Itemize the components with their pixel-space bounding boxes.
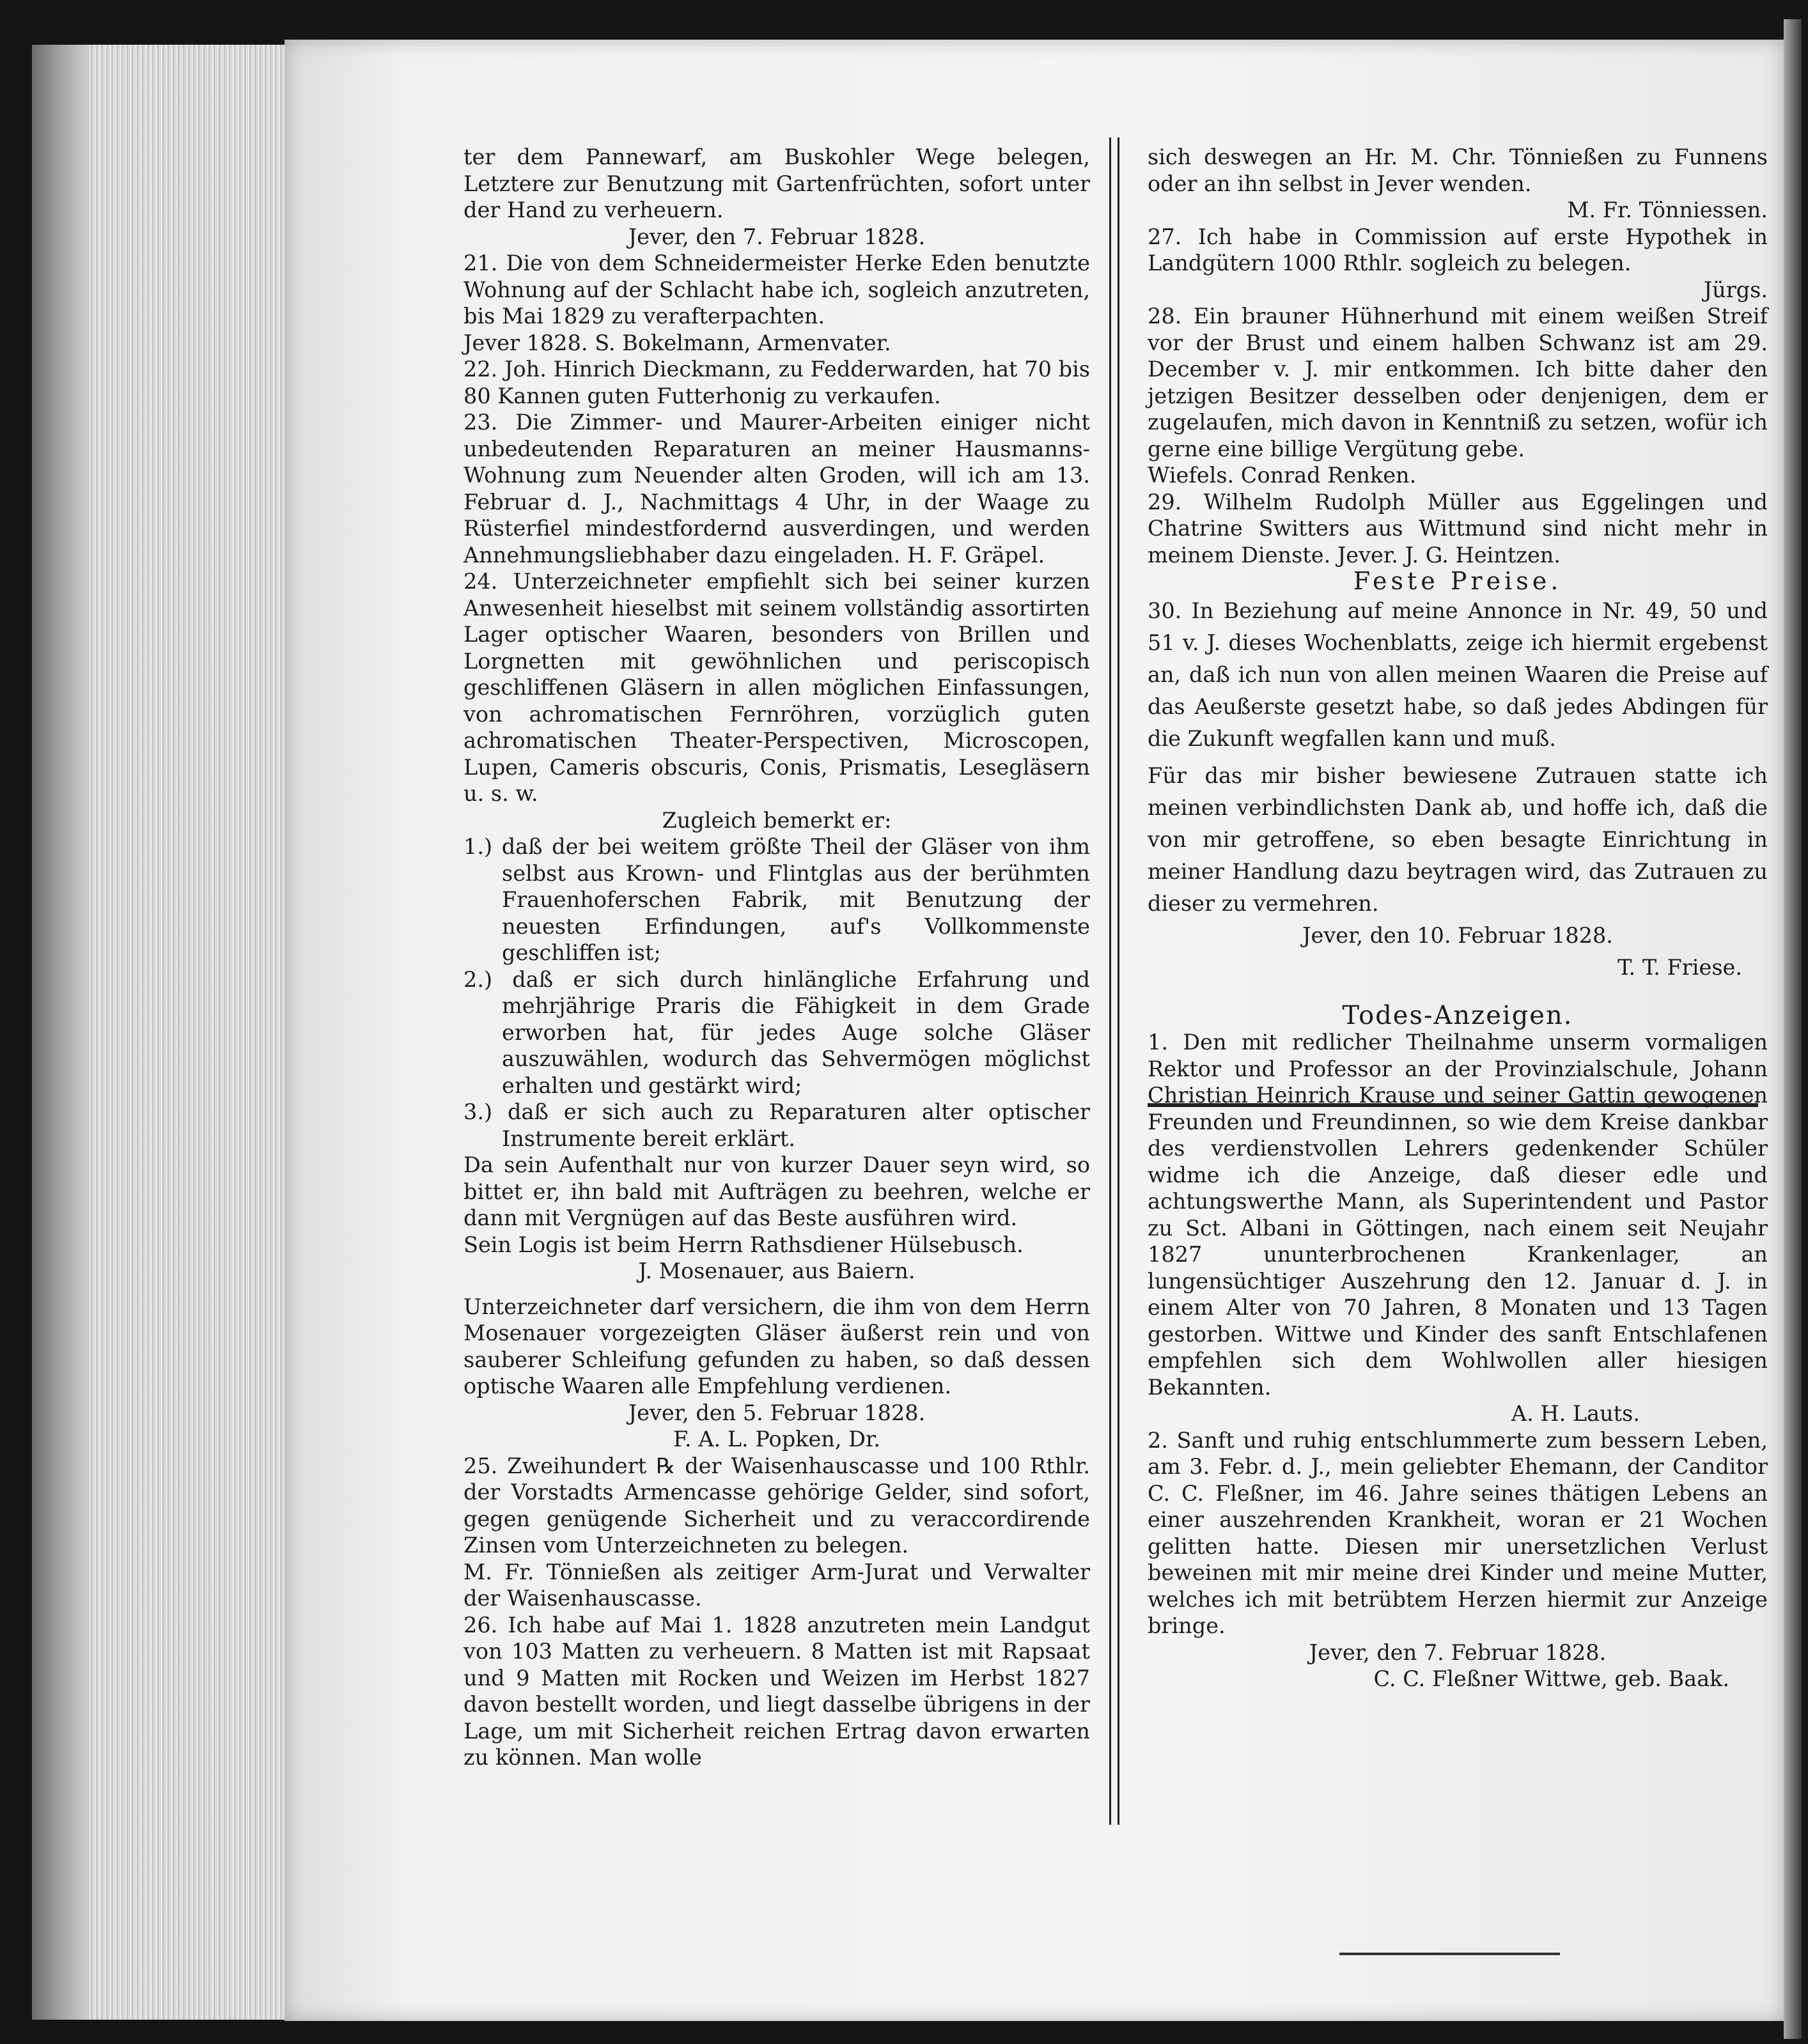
notice-27: 27. Ich habe in Commission auf erste Hypothek in Landgütern 1000 Rthlr. sogleich zu belegen. [1148,224,1768,275]
signature: J. Mosenauer, aus Baiern. [638,1258,916,1283]
notice-24-item-2: 2.) daß er sich durch hinlängliche Erfahrung und mehrjährige Praris die Fähigkeit in dem Grade erworben hat, für jedes Auge solche Gläser auszuwählen, wodurch das Sehvermögen möglichst erhalten und gestärkt wird; [464,966,1090,1098]
book-right-edge [1784,19,1802,2039]
signature: M. Fr. Tönnießen als zeitiger Arm-Jurat und Verwalter der Waisenhauscasse. [464,1559,1090,1611]
signature: Jever 1828. S. Bokelmann, Armenvater. [464,330,891,355]
notice-25: 25. Zweihundert ℞ der Waisenhauscasse und 100 Rthlr. der Vorstadts Armencasse gehörige Gelder, sind sofort, gegen genügende Sicherheit und zu veraccordirende Zinsen vom Unterzeichneten zu belegen. [464,1453,1090,1558]
dateline: Jever, den 5. Februar 1828. [628,1400,926,1425]
death-notice-2: 2. Sanft und ruhig entschlummerte zum bessern Leben, am 3. Febr. d. J., mein geliebter Ehemann, der Canditor C. C. Fleßner, im 46. Jahre seines thätigen Lebens an einer auszehrenden Krankheit, woran er 21 Wochen gelitten hatte. Diesen mir unersetzlichen Verlust beweinen mit mir meine drei Kinder und meine Mutter, welches ich mit betrübtem Herzen hiermit zur Anzeige bringe. [1148,1427,1768,1638]
signature: A. H. Lauts. [1511,1401,1640,1426]
death-notice-1: 1. Den mit redlicher Theilnahme unserm vormaligen Rektor und Professor an der Provinzialschule, Johann Christian Heinrich Krause und seiner Gattin gewogenen Freunden und Freundinnen, so wie dem Kreise dankbar des verdienstvollen Lehrers gedenkender Schüler widme ich die Anzeige, daß dieser edle und achtungswerthe Mann, als Superintendent und Pastor zu Sct. Albani in Göttingen, nach einem seit Neujahr 1827 ununterbrochenen Krankenlager, an lungensüchtiger Auszehrung den 12. Januar d. J. in einem Alter von 70 Jahren, 8 Monaten und 13 Tagen gestorben. Wittwe und Kinder des sanft Entschlafenen empfehlen sich dem Wohlwollen aller hiesigen Bekannten. [1148,1030,1768,1400]
signature: T. T. Friese. [1617,954,1742,980]
notice-24-lodging: Sein Logis ist beim Herrn Rathsdiener Hülsebusch. [464,1232,1024,1257]
notice-24-item-3: 3.) daß er sich auch zu Reparaturen alter optischer Instrumente bereit erklärt. [464,1099,1090,1151]
notice-24-item-1: 1.) daß der bei weitem größte Theil der Gläser von ihm selbst aus Krown- und Flintglas aus der berühmten Frauenhoferschen Fabrik, mit Benutzung der neuesten Erfindungen, auf's Vollkommenste geschliffen ist; [464,834,1090,965]
dateline: Jever, den 10. Februar 1828. [1302,922,1613,948]
left-column [464,144,1090,1771]
section-heading-death-notices: Todes-Anzeigen. [1342,1000,1573,1030]
dateline: Jever, den 7. Februar 1828. [1309,1639,1607,1665]
notice-30-thanks: Für das mir bisher bewiesene Zutrauen statte ich meinen verbindlichsten Dank ab, und hoffe ich, daß die von mir getroffene, so eben besagte Einrichtung in meiner Handlung dazu beytragen wird, das Zutrauen zu dieser zu vermehren. [1148,763,1768,916]
right-column [1148,144,1768,1692]
notice-23: 23. Die Zimmer- und Maurer-Arbeiten einiger nicht unbedeutenden Reparaturen an meiner Hausmanns-Wohnung zum Neuender alten Groden, will ich am 13. Februar d. J., Nachmittags 4 Uhr, in der Waage zu Rüsterfiel mindestfordernd ausverdingen, und werden Annehmungsliebhaber dazu eingeladen. H. F. Gräpel. [464,410,1090,568]
signature: F. A. L. Popken, Dr. [673,1427,880,1452]
notice-24: 24. Unterzeichneter empfiehlt sich bei seiner kurzen Anwesenheit hieselbst mit seinem vollständig assortirten Lager optischer Waaren, besonders von Brillen und Lorgnetten mit gewöhnlichen und periscopisch geschliffenen Gläsern in allen möglichen Einfassungen, von achromatischen Fernröhren, vorzüglich guten achromatischen Theater-Perspectiven, Microscopen, Lupen, Cameris obscuris, Conis, Prismatis, Lesegläsern u. s. w. [464,569,1090,806]
notice-29: 29. Wilhelm Rudolph Müller aus Eggelingen und Chatrine Switters aus Wittmund sind nicht mehr in meinem Dienste. Jever. J. G. Heintzen. [1148,489,1768,568]
notice-24-intro: Zugleich bemerkt er: [662,807,892,833]
closing-rule [1339,1953,1560,1955]
notice-22: 22. Joh. Hinrich Dieckmann, zu Fedderwarden, hat 70 bis 80 Kannen guten Futterhonig zu verkaufen. [464,357,1090,408]
signature: Wiefels. Conrad Renken. [1148,463,1417,488]
notice-21: 21. Die von dem Schneidermeister Herke Eden benutzte Wohnung auf der Schlacht habe ich, sogleich anzutreten, bis Mai 1829 zu verafterpachten. [464,251,1090,329]
notice-28: 28. Ein brauner Hühnerhund mit einem weißen Streif vor der Brust und einem halben Schwanz ist am 29. December v. J. mir entkommen. Ich bitte daher den jetzigen Besitzer desselben oder denjenigen, dem er zugelaufen, mich davon in Kenntniß zu setzen, wofür ich gerne eine billige Vergütung gebe. [1148,304,1768,461]
notice-30: 30. In Beziehung auf meine Annonce in Nr. 49, 50 und 51 v. J. dieses Wochenblatts, zeige ich hiermit ergebenst an, daß ich nun von allen meinen Waaren die Preise auf das Aeußerste gesetzt habe, so daß jedes Abdingen für die Zukunft wegfallen kann und muß. [1148,598,1768,751]
paragraph: ter dem Pannewarf, am Buskohler Wege belegen, Letztere zur Benutzung mit Gartenfrüchten, sofort unter der Hand zu verheuern. [464,144,1090,222]
notice-26: 26. Ich habe auf Mai 1. 1828 anzutreten mein Landgut von 103 Matten zu verheuern. 8 Matten ist mit Rapsaat und 9 Matten mit Rocken und Weizen im Herbst 1827 davon bestellt worden, und liegt dasselbe übrigens in der Lage, um mit Sicherheit reichen Ertrag davon erwarten zu können. Man wolle [464,1612,1090,1770]
signature: M. Fr. Tönniessen. [1567,197,1768,222]
book-page-edges [32,45,294,2020]
column-divider [1109,137,1119,1825]
notice-24-endorsement: Unterzeichneter darf versichern, die ihm von dem Herrn Mosenauer vorgezeigten Gläser äußerst rein und von sauberer Schleifung gefunden zu haben, so daß dessen optische Waaren alle Empfehlung verdienen. [464,1294,1090,1398]
section-heading-fixed-prices: Feste Preise. [1353,567,1563,595]
notice-24-body: Da sein Aufenthalt nur von kurzer Dauer seyn wird, so bittet er, ihn bald mit Aufträgen zu beehren, welche er dann mit Vergnügen auf das Beste ausführen wird. [464,1152,1090,1230]
signature: C. C. Fleßner Wittwe, geb. Baak. [1373,1666,1729,1691]
dateline: Jever, den 7. Februar 1828. [628,224,926,249]
signature: Jürgs. [1703,277,1768,302]
notice-26-continued: sich deswegen an Hr. M. Chr. Tönnießen zu Funnens oder an ihn selbst in Jever wenden. [1148,144,1768,196]
